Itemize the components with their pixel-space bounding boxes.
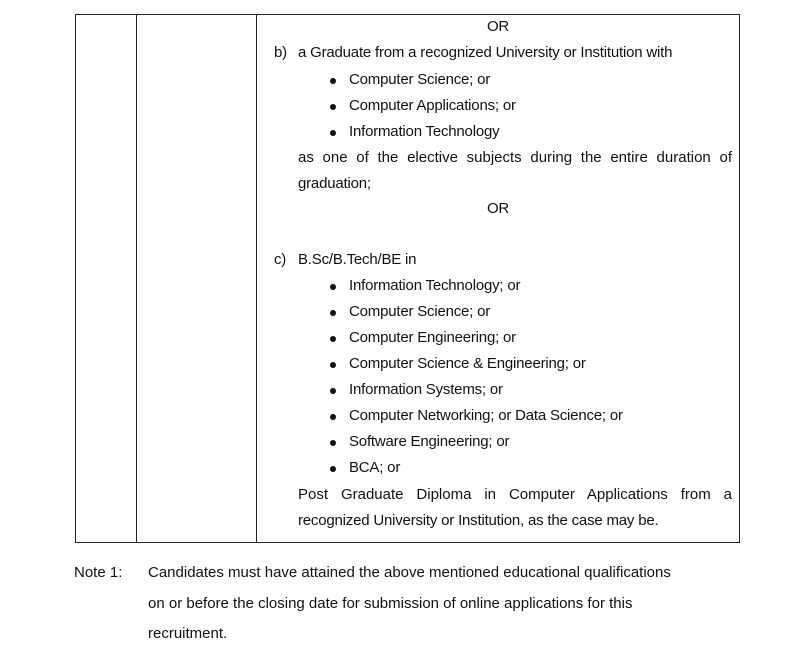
option-c-bullet-8: BCA; or [349,459,401,476]
option-c-bullet-4: Computer Science & Engineering; or [349,355,586,372]
option-c-bullet-6: Computer Networking; or Data Science; or [349,407,623,424]
option-c-trailing-line-2: recognized University or Institution, as the case may be. [298,512,659,529]
option-c-marker: c) [274,251,287,268]
note-line-2: on or before the closing date for submission of online applications for this [148,595,633,612]
option-b-bullet-3: Information Technology [349,123,500,140]
bullet-icon [330,362,336,368]
bullet-icon [330,336,336,342]
or-separator-2: OR [486,200,510,217]
bullet-icon [330,284,336,290]
bullet-icon [330,130,336,136]
qualification-table [75,14,740,543]
bullet-icon [330,78,336,84]
option-b-bullet-2: Computer Applications; or [349,97,516,114]
option-b-bullet-1: Computer Science; or [349,71,491,88]
option-b-trailing-line-2: graduation; [298,175,371,192]
option-c-bullet-3: Computer Engineering; or [349,329,516,346]
note-label: Note 1: [74,564,123,581]
option-c-bullet-2: Computer Science; or [349,303,491,320]
option-c-trailing-line-1: Post Graduate Diploma in Computer Applications from a [298,486,732,503]
bullet-icon [330,388,336,394]
option-c-bullet-1: Information Technology; or [349,277,521,294]
bullet-icon [330,310,336,316]
column-divider-2 [256,15,257,542]
bullet-icon [330,440,336,446]
option-b-marker: b) [274,44,287,61]
or-separator-1: OR [486,18,510,35]
note-line-3: recruitment. [148,625,228,642]
bullet-icon [330,414,336,420]
option-c-bullet-7: Software Engineering; or [349,433,510,450]
option-b-intro: a Graduate from a recognized University or Institution with [298,44,673,61]
column-divider-1 [136,15,137,542]
option-c-intro: B.Sc/B.Tech/BE in [298,251,417,268]
bullet-icon [330,466,336,472]
note-line-1: Candidates must have attained the above mentioned educational qualifications [148,564,671,581]
option-b-trailing-line-1: as one of the elective subjects during the entire duration of [298,149,732,166]
bullet-icon [330,104,336,110]
option-c-bullet-5: Information Systems; or [349,381,503,398]
